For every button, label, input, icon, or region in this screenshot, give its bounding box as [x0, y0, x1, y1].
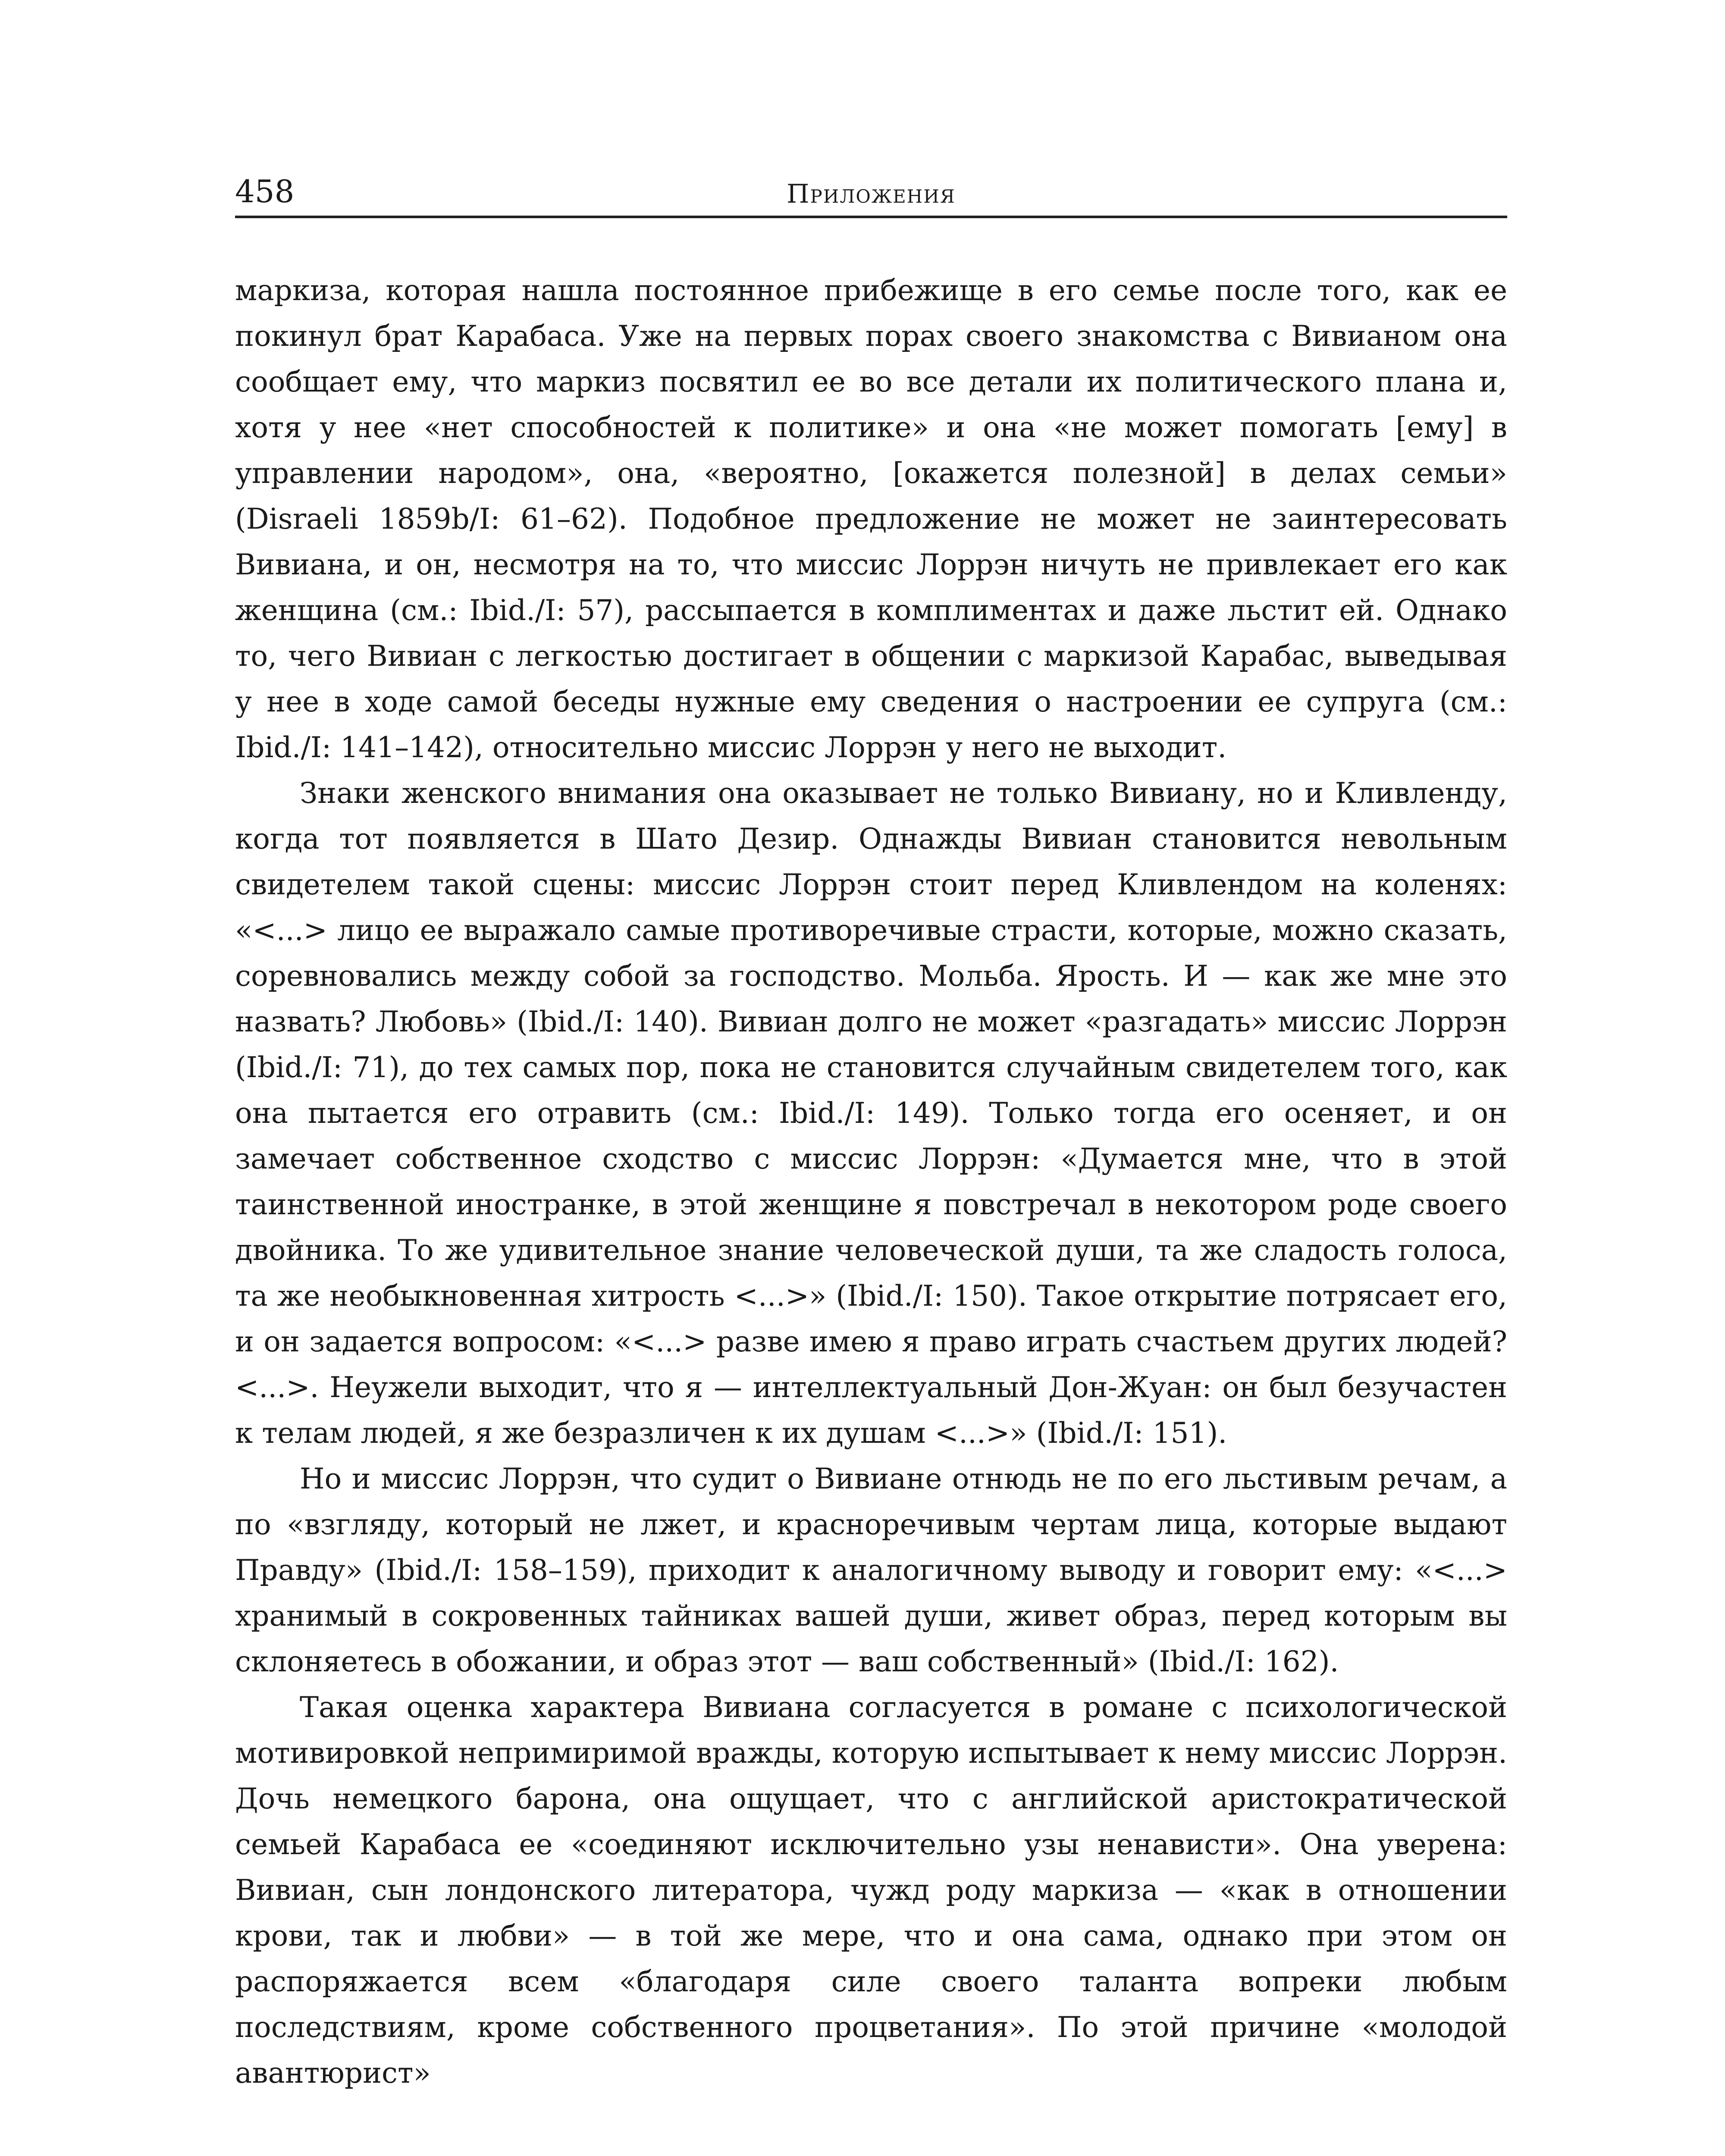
paragraph: Но и миссис Лоррэн, что судит о Вивиане отнюдь не по его льстивым речам, а по «взгляду, который не лжет, и красноречивым чертам лица, которые выдают Правду» (Ibid./I: 158–159), приходит к аналогичному выводу и говорит ему: «<...> хранимый в сокровенных тайниках вашей души, живет образ, перед которым вы склоняетесь в обожании, и образ этот — ваш собственный» (Ibid./I: 162).	[235, 1462, 1507, 1678]
paragraph: Такая оценка характера Вивиана согласуется в романе с психологической мотивировкой непримиримой вражды, которую испытывает к нему миссис Лоррэн. Дочь немецкого барона, она ощущает, что с английской аристократической семьей Карабаса ее «соединяют исключительно узы ненависти». Она уверена: Вивиан, сын лондонского литератора, чужд роду маркиза — «как в отношении крови, так и любви» — в той же мере, что и она сама, однако при этом он распоряжается всем «благодаря силе своего таланта вопреки любым последствиям, кроме собственного процветания». По этой причине «молодой авантюрист»	[235, 1691, 1507, 2090]
body-text	[235, 268, 1507, 2096]
paragraph: Знаки женского внимания она оказывает не только Вивиану, но и Кливленду, когда тот появляется в Шато Дезир. Однажды Вивиан становится невольным свидетелем такой сцены: миссис Лоррэн стоит перед Кливлендом на коленях: «<...> лицо ее выражало самые противоречивые страсти, которые, можно сказать, соревновались между собой за господство. Мольба. Ярость. И — как же мне это назвать? Любовь» (Ibid./I: 140). Вивиан долго не может «разгадать» миссис Лоррэн (Ibid./I: 71), до тех самых пор, пока не становится случайным свидетелем того, как она пытается его отравить (см.: Ibid./I: 149). Только тогда его осеняет, и он замечает собственное сходство с миссис Лоррэн: «Думается мне, что в этой таинственной иностранке, в этой женщине я повстречал в некотором роде своего двойника. То же удивительное знание человеческой души, та же сладость голоса, та же необыкновенная хитрость <...>» (Ibid./I: 150). Такое открытие потрясает его, и он задается вопросом: «<...> разве имею я право играть счастьем других людей? <...>. Неужели выходит, что я — интеллектуальный Дон-Жуан: он был безучастен к телам людей, я же безразличен к их душам <...>» (Ibid./I: 151).	[235, 777, 1507, 1450]
running-head	[235, 168, 1507, 218]
page-number: 458	[235, 173, 295, 210]
running-title: Приложения	[787, 179, 956, 209]
paragraph-continued: маркиза, которая нашла постоянное прибежище в его семье после того, как ее покинул брат Карабаса. Уже на первых порах своего знакомства с Вивианом она сообщает ему, что маркиз посвятил ее во все детали их политического плана и, хотя у нее «нет способностей к политике» и она «не может помогать [ему] в управлении народом», она, «вероятно, [окажется полезной] в делах семьи» (Disraeli 1859b/I: 61–62). Подобное предложение не может не заинтересовать Вивиана, и он, несмотря на то, что миссис Лоррэн ничуть не привлекает его как женщина (см.: Ibid./I: 57), рассыпается в комплиментах и даже льстит ей. Однако то, чего Вивиан с легкостью достигает в общении с маркизой Карабас, выведывая у нее в ходе самой беседы нужные ему сведения о настроении ее супруга (см.: Ibid./I: 141–142), относительно миссис Лоррэн у него не выходит.	[235, 274, 1507, 764]
book-page	[235, 168, 1507, 2109]
